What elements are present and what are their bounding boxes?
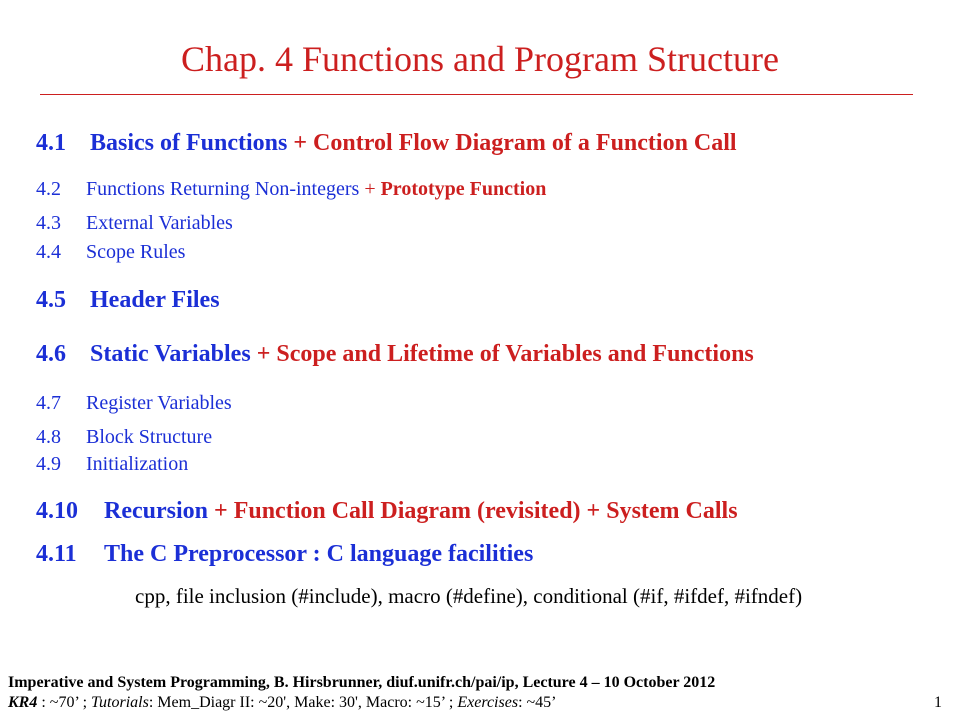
section-title: Static Variables (90, 341, 251, 367)
toc-item-4-10 (36, 498, 738, 525)
preprocessor-details: cpp, file inclusion (#include), macro (#define), conditional (#if, #ifdef, #ifndef) (135, 584, 803, 608)
section-separator: + (250, 341, 277, 367)
footer-course-info: Imperative and System Programming, B. Hirsbrunner, diuf.unifr.ch/pai/ip, Lecture 4 – 10 October 2012 (8, 674, 716, 691)
section-title: Initialization (86, 453, 189, 475)
section-number: 4.3 (36, 212, 61, 234)
toc-item-4-1 (36, 130, 737, 157)
section-title: Recursion (104, 498, 208, 524)
toc-item-4-2 (36, 178, 546, 201)
section-number: 4.4 (36, 241, 61, 263)
section-separator: + (359, 178, 381, 200)
section-extra: Function Call Diagram (revisited) + System Calls (233, 498, 738, 524)
toc-item-4-6 (36, 341, 754, 368)
section-number: 4.7 (36, 392, 61, 414)
page-number: 1 (934, 694, 942, 711)
tutorials-value: : Mem_Diagr II: ~20', Make: 30', Macro: ~15’ ; (148, 694, 458, 711)
section-title: Register Variables (86, 392, 232, 414)
title-underline (40, 94, 913, 95)
toc-item-4-9 (36, 453, 188, 476)
section-number: 4.10 (36, 498, 78, 524)
kr4-value: : ~70’ ; (37, 694, 92, 711)
section-title: Header Files (90, 287, 220, 313)
section-extra: Scope and Lifetime of Variables and Functions (276, 341, 754, 367)
toc-item-4-7 (36, 392, 232, 415)
section-number: 4.11 (36, 541, 77, 567)
section-title: The C Preprocessor : C language facilities (104, 541, 534, 567)
exercises-label: Exercises (457, 694, 519, 711)
toc-item-4-11 (36, 541, 533, 568)
section-number: 4.5 (36, 287, 66, 313)
section-title: Basics of Functions (90, 130, 288, 156)
section-separator: + (208, 498, 234, 524)
footer-timing-info (8, 694, 557, 712)
exercises-value: : ~45’ (518, 694, 557, 711)
section-extra: Prototype Function (380, 178, 547, 200)
section-title: External Variables (86, 212, 233, 234)
toc-item-4-5 (36, 287, 220, 314)
section-number: 4.8 (36, 426, 61, 448)
toc-item-4-3 (36, 212, 233, 235)
section-title: Functions Returning Non-integers (86, 178, 360, 200)
section-separator: + (287, 130, 314, 156)
tutorials-label: Tutorials (91, 694, 149, 711)
section-number: 4.9 (36, 453, 61, 475)
toc-item-4-4 (36, 241, 185, 264)
section-number: 4.6 (36, 341, 66, 367)
slide-title: Chap. 4 Functions and Program Structure (181, 39, 779, 79)
toc-item-4-8 (36, 426, 212, 449)
section-number: 4.2 (36, 178, 61, 200)
section-title: Block Structure (86, 426, 213, 448)
section-extra: Control Flow Diagram of a Function Call (313, 130, 737, 156)
kr4-label: KR4 (8, 694, 38, 711)
section-title: Scope Rules (86, 241, 186, 263)
section-number: 4.1 (36, 130, 66, 156)
